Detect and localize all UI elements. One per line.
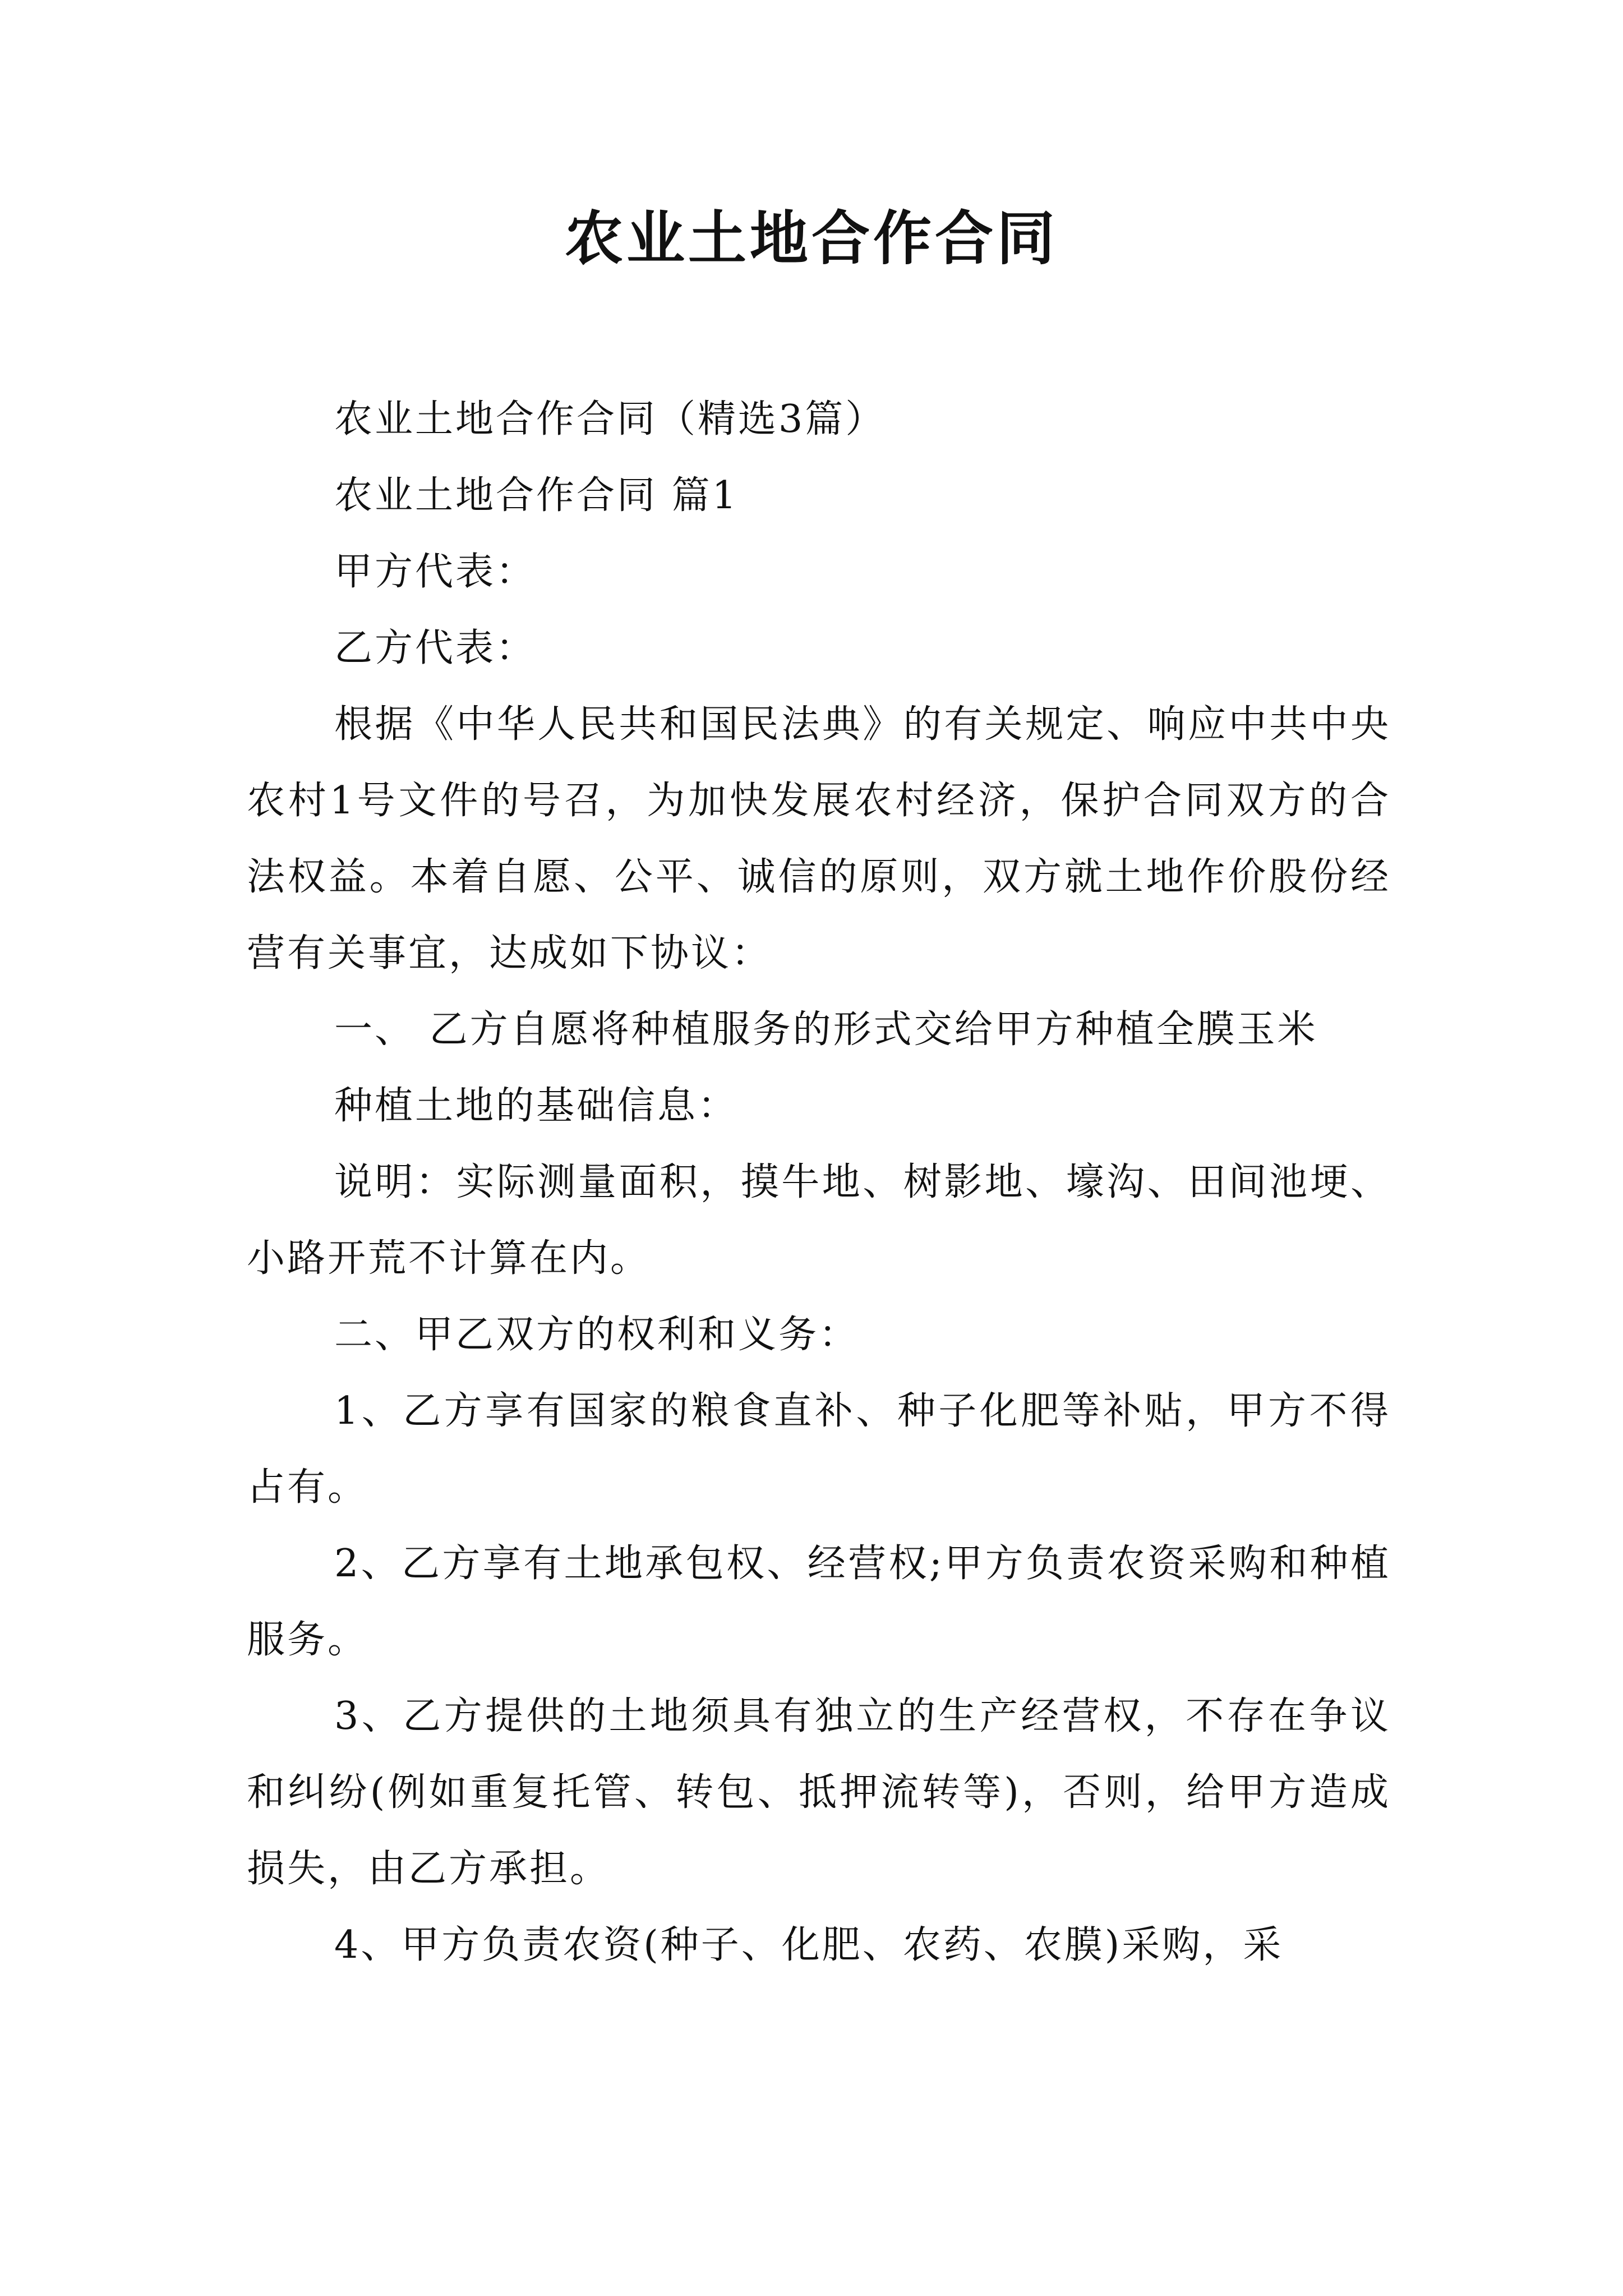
document-title: 农业土地合作合同 (564, 204, 1058, 273)
paragraph-item-2: 2、乙方享有土地承包权、经营权;甲方负责农资采购和种植服务。 (247, 1542, 1391, 1662)
document-body (247, 381, 1391, 1984)
paragraph-party-a: 甲方代表： (334, 550, 537, 594)
paragraph-preamble: 根据《中华人民共和国民法典》的有关规定、响应中共中央农村1号文件的号召，为加快发展农村经济，保护合同双方的合法权益。本着自愿、公平、诚信的原则，双方就土地作价股份经营有关事宜，达成如下协议： (247, 702, 1391, 976)
paragraph-item-1: 1、乙方享有国家的粮食直补、种子化肥等补贴，甲方不得占有。 (247, 1389, 1391, 1510)
paragraph-clause-2: 二、甲乙双方的权利和义务： (334, 1313, 860, 1357)
paragraph-subtitle: 农业土地合作合同（精选3篇） (334, 397, 886, 441)
paragraph-item-4: 4、甲方负责农资(种子、化肥、农药、农膜)采购，采 (334, 1923, 1284, 1967)
paragraph-land-info: 种植土地的基础信息： (334, 1084, 739, 1128)
paragraph-section-heading: 农业土地合作合同 篇1 (334, 473, 739, 518)
paragraph-party-b: 乙方代表： (334, 626, 537, 670)
paragraph-item-3: 3、乙方提供的土地须具有独立的生产经营权，不存在争议和纠纷(例如重复托管、转包、抵押流转等)，否则，给甲方造成损失，由乙方承担。 (247, 1694, 1391, 1891)
paragraph-note: 说明：实际测量面积，摸牛地、树影地、壕沟、田间池埂、小路开荒不计算在内。 (247, 1160, 1391, 1281)
paragraph-clause-1: 一、 乙方自愿将种植服务的形式交给甲方种植全膜玉米 (334, 1007, 1318, 1052)
